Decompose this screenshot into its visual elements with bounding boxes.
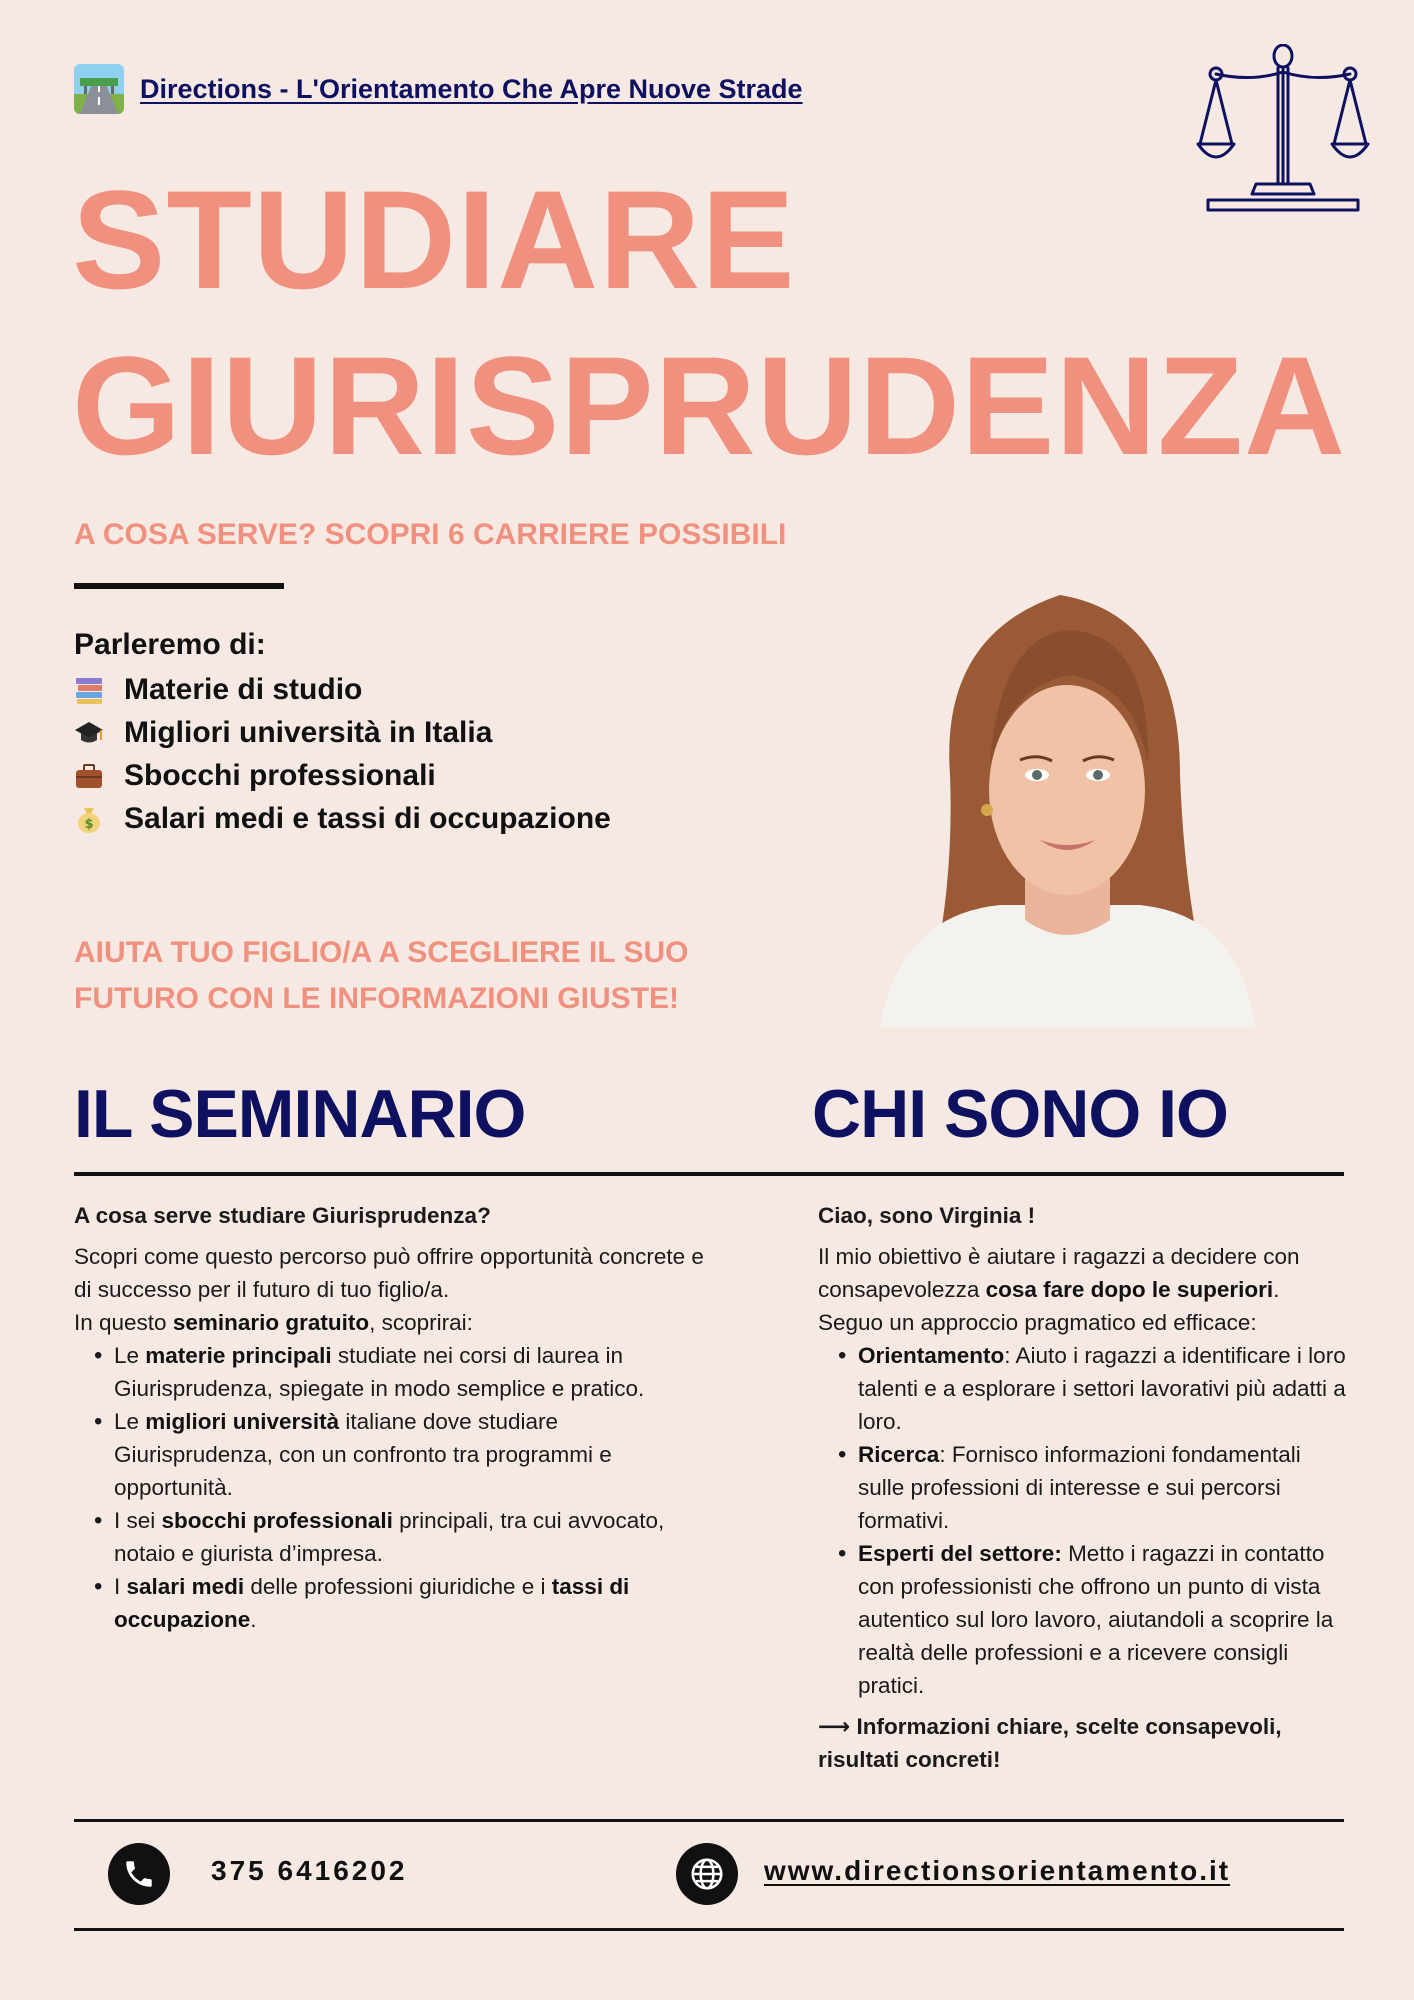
list-item: • I sei sbocchi professionali principali, tra cui avvocato, notaio e giurista d’impresa. xyxy=(74,1504,714,1570)
cta-line1: AIUTA TUO FIGLIO/A A SCEGLIERE IL SUO xyxy=(74,936,689,969)
divider xyxy=(74,583,284,589)
seminar-lead: A cosa serve studiare Giurisprudenza? xyxy=(74,1203,491,1228)
seminar-bullets xyxy=(74,1339,714,1636)
seminar-column xyxy=(74,1199,714,1636)
list-item: • Orientamento: Aiuto i ragazzi a identificare i loro talenti e a esplorare i settori lavorativi più adatti a loro. xyxy=(818,1339,1348,1438)
hero-title-line1: STUDIARE xyxy=(72,161,796,318)
phone-number[interactable]: 375 6416202 xyxy=(211,1855,408,1886)
books-icon xyxy=(74,675,104,705)
divider xyxy=(74,1928,1344,1931)
list-item: • I salari medi delle professioni giuridiche e i tassi di occupazione. xyxy=(74,1570,714,1636)
graduation-cap-icon xyxy=(74,718,104,748)
list-item xyxy=(74,711,611,754)
topic-label: Migliori università in Italia xyxy=(124,715,493,749)
brand-header xyxy=(74,64,803,114)
divider xyxy=(74,1819,1344,1822)
about-intro: Il mio obiettivo è aiutare i ragazzi a decidere con consapevolezza cosa fare dopo le superiori. xyxy=(818,1244,1300,1302)
svg-text:$: $ xyxy=(84,816,94,832)
list-item: • Esperti del settore: Metto i ragazzi in contatto con professionisti che offrono un punto di vista autentico sul loro lavoro, aiutandoli a scoprire la realtà delle professioni e a ricevere consigli pratici. xyxy=(818,1537,1348,1702)
list-item xyxy=(74,754,611,797)
hero-subtitle: A COSA SERVE? SCOPRI 6 CARRIERE POSSIBILI xyxy=(74,518,787,551)
about-closing: ⟶ Informazioni chiare, scelte consapevoli, risultati concreti! xyxy=(818,1714,1282,1772)
about-lead: Ciao, sono Virginia ! xyxy=(818,1203,1036,1228)
phone-icon xyxy=(108,1843,170,1905)
scales-of-justice-icon xyxy=(1196,44,1370,216)
hero-title-line2: GIURISPRUDENZA xyxy=(72,327,1347,484)
portrait-photo xyxy=(880,575,1255,1027)
cta-line2: FUTURO CON LE INFORMAZIONI GIUSTE! xyxy=(74,982,679,1015)
about-column xyxy=(818,1199,1348,1776)
about-bullets xyxy=(818,1339,1348,1702)
road-icon xyxy=(74,64,124,114)
briefcase-icon xyxy=(74,761,104,791)
globe-icon xyxy=(676,1843,738,1905)
seminar-intro2: In questo seminario gratuito, scoprirai: xyxy=(74,1310,473,1335)
money-bag-icon xyxy=(74,804,104,834)
list-item xyxy=(74,797,611,840)
list-item: • Le materie principali studiate nei corsi di laurea in Giurisprudenza, spiegate in modo semplice e pratico. xyxy=(74,1339,714,1405)
list-item: • Ricerca: Fornisco informazioni fondamentali sulle professioni di interesse e sui percorsi formativi. xyxy=(818,1438,1348,1537)
topics-list xyxy=(74,668,611,840)
topic-label: Salari medi e tassi di occupazione xyxy=(124,801,611,835)
divider xyxy=(74,1172,1344,1176)
website-link[interactable]: www.directionsorientamento.it xyxy=(764,1855,1231,1886)
brand-link[interactable]: Directions - L'Orientamento Che Apre Nuove Strade xyxy=(140,73,803,104)
about-intro2: Seguo un approccio pragmatico ed efficace: xyxy=(818,1310,1257,1335)
topic-label: Sbocchi professionali xyxy=(124,758,436,792)
call-to-action xyxy=(74,930,794,1022)
seminar-intro: Scopri come questo percorso può offrire opportunità concrete e di successo per il futuro di tuo figlio/a. xyxy=(74,1244,704,1302)
list-item: • Le migliori università italiane dove studiare Giurisprudenza, con un confronto tra programmi e opportunità. xyxy=(74,1405,714,1504)
topics-title: Parleremo di: xyxy=(74,628,266,661)
about-heading: CHI SONO IO xyxy=(812,1076,1228,1152)
topic-label: Materie di studio xyxy=(124,672,363,706)
seminar-heading: IL SEMINARIO xyxy=(74,1076,526,1152)
list-item xyxy=(74,668,611,711)
